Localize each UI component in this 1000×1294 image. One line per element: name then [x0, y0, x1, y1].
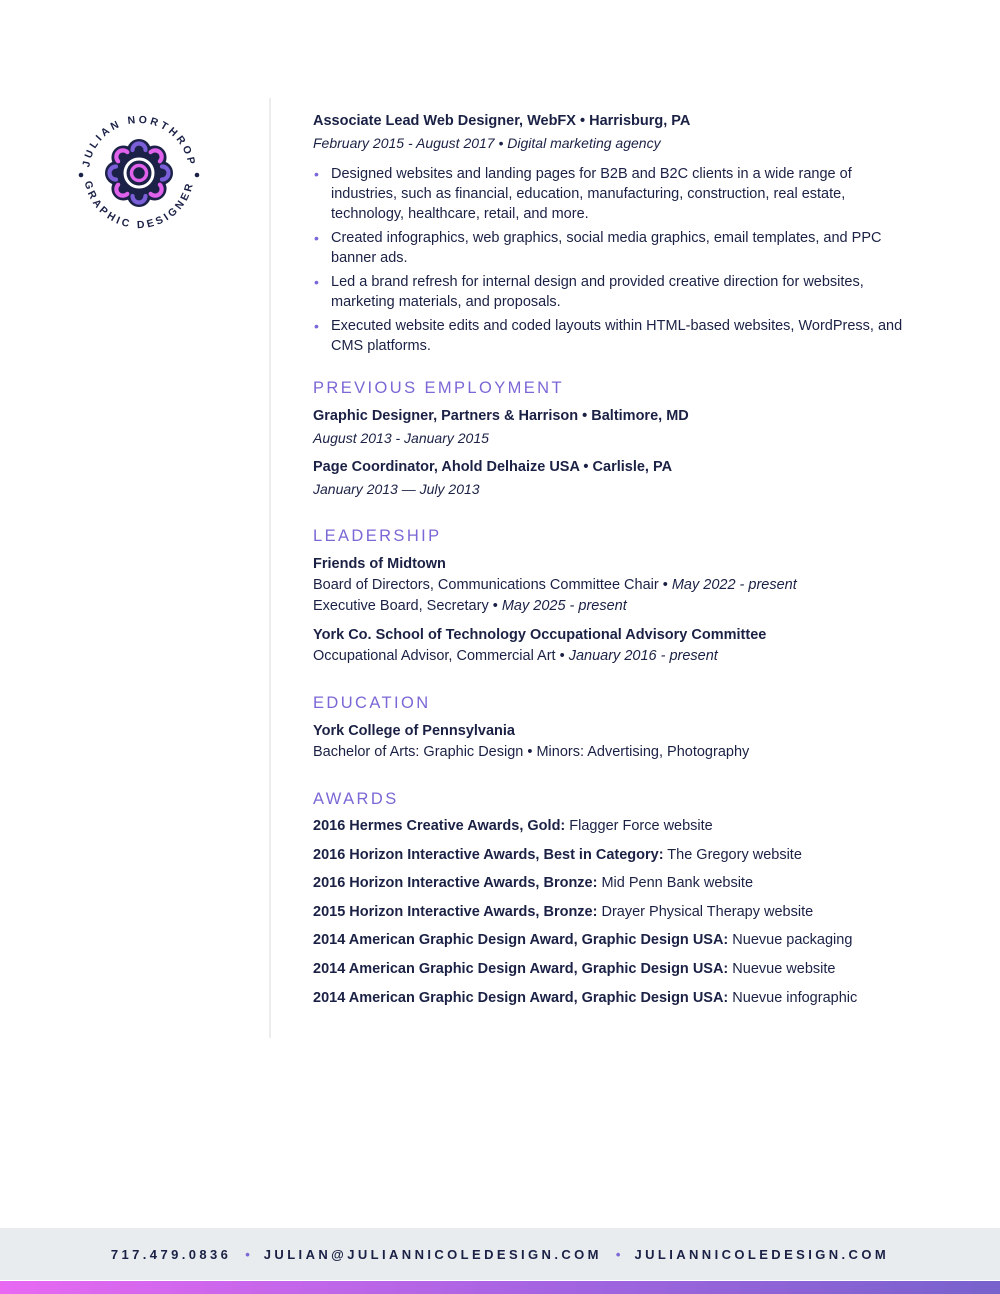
bullet-dot: • — [314, 230, 319, 246]
award-item — [313, 816, 913, 836]
leadership-entry — [313, 625, 913, 667]
job-bullets — [313, 164, 913, 356]
award-name: 2014 American Graphic Design Award, Graphic Design USA: — [313, 989, 729, 1006]
column-divider — [269, 98, 271, 1038]
award-item — [313, 873, 913, 893]
award-name: 2016 Hermes Creative Awards, Gold: — [313, 818, 566, 834]
section-awards — [313, 789, 913, 1008]
email-link[interactable]: JULIAN@JULIANNICOLEDESIGN.COM — [263, 1246, 602, 1262]
resume-main — [313, 111, 913, 1016]
award-project: Mid Penn Bank website — [597, 875, 754, 892]
org-name: York Co. School of Technology Occupational Advisory Committee — [313, 627, 767, 643]
flower-mark — [105, 139, 173, 207]
employment-title: Page Coordinator, Ahold Delhaize USA • Carlisle, PA — [313, 459, 673, 475]
employment-dates: January 2013 — July 2013 — [313, 481, 480, 497]
current-job — [313, 111, 913, 356]
section-education — [313, 693, 913, 763]
role-text: Occupational Advisor, Commercial Art • — [313, 648, 569, 664]
bullet-item — [313, 316, 913, 356]
school-name: York College of Pennsylvania — [313, 723, 515, 739]
bullet-item — [313, 228, 913, 268]
logo-role-text: GRAPHIC DESIGNER — [81, 179, 197, 232]
award-name: 2016 Horizon Interactive Awards, Bronze: — [313, 875, 598, 892]
award-name: 2014 American Graphic Design Award, Graphic Design USA: — [313, 932, 729, 949]
bullet-item — [313, 272, 913, 312]
award-project: Nuevue packaging — [728, 932, 853, 949]
education-entry — [313, 721, 913, 763]
contact-footer — [0, 1228, 1000, 1280]
org-name: Friends of Midtown — [313, 556, 446, 572]
awards-list — [313, 816, 913, 1008]
bullet-text: Executed website edits and coded layouts within HTML-based websites, WordPress, and CMS platforms. — [331, 318, 903, 354]
bullet-dot: • — [314, 166, 319, 182]
degree: Bachelor of Arts: Graphic Design • Minors: Advertising, Photography — [313, 744, 750, 760]
gradient-accent-bar — [0, 1281, 1000, 1294]
job-meta: February 2015 - August 2017 • Digital marketing agency — [313, 135, 661, 151]
section-heading: EDUCATION — [313, 694, 431, 712]
employment-dates: August 2013 - January 2015 — [313, 430, 489, 446]
award-project: The Gregory website — [663, 846, 802, 863]
logo-name-text: JULIAN NORTHROP — [80, 113, 198, 169]
section-heading: LEADERSHIP — [313, 527, 442, 545]
bullet-dot: • — [314, 274, 319, 290]
award-item — [313, 959, 913, 979]
award-name: 2016 Horizon Interactive Awards, Best in Category: — [313, 846, 664, 863]
role-dates: January 2016 - present — [568, 648, 718, 664]
employment-entry — [313, 406, 913, 449]
contact-line — [111, 1247, 889, 1262]
award-project: Nuevue website — [728, 960, 836, 977]
role-line — [313, 575, 913, 596]
logo-dot-right — [195, 173, 200, 178]
logo-dot-left — [79, 173, 84, 178]
bullet-text: Created infographics, web graphics, social media graphics, email templates, and PPC banner ads. — [331, 230, 882, 266]
role-line — [313, 646, 913, 667]
section-heading: PREVIOUS EMPLOYMENT — [313, 379, 564, 397]
award-project: Nuevue infographic — [728, 989, 858, 1006]
bullet-text: Designed websites and landing pages for B2B and B2C clients in a wide range of industries, such as financial, education, manufacturing, construction, real estate, technology, healthcare, retail, and more. — [331, 166, 852, 222]
leadership-entry — [313, 554, 913, 617]
section-heading: AWARDS — [313, 790, 399, 808]
employment-title: Graphic Designer, Partners & Harrison • Baltimore, MD — [313, 408, 689, 424]
award-project: Drayer Physical Therapy website — [597, 903, 814, 920]
award-item — [313, 930, 913, 950]
award-item — [313, 902, 913, 922]
separator-dot: • — [615, 1246, 621, 1262]
award-item — [313, 845, 913, 865]
award-project: Flagger Force website — [565, 818, 713, 834]
website-link[interactable]: JULIANNICOLEDESIGN.COM — [634, 1246, 890, 1262]
logo-badge — [70, 104, 208, 242]
section-previous-employment — [313, 378, 913, 500]
separator-dot: • — [245, 1246, 250, 1262]
award-name: 2014 American Graphic Design Award, Graphic Design USA: — [313, 960, 729, 977]
employment-entry — [313, 457, 913, 500]
section-leadership — [313, 526, 913, 667]
role-dates: May 2022 - present — [671, 577, 797, 593]
bullet-dot: • — [314, 318, 319, 334]
phone-number[interactable]: 717.479.0836 — [110, 1246, 232, 1262]
bullet-text: Led a brand refresh for internal design and provided creative direction for websites, marketing materials, and proposals. — [331, 274, 864, 310]
role-dates: May 2025 - present — [501, 598, 627, 614]
role-text: Board of Directors, Communications Committee Chair • — [313, 577, 672, 593]
role-text: Executive Board, Secretary • — [313, 598, 502, 614]
award-name: 2015 Horizon Interactive Awards, Bronze: — [313, 903, 598, 920]
flower-icon — [70, 104, 208, 242]
job-title: Associate Lead Web Designer, WebFX • Harrisburg, PA — [313, 113, 691, 129]
bullet-item — [313, 164, 913, 224]
award-item — [313, 988, 913, 1008]
role-line — [313, 596, 913, 617]
